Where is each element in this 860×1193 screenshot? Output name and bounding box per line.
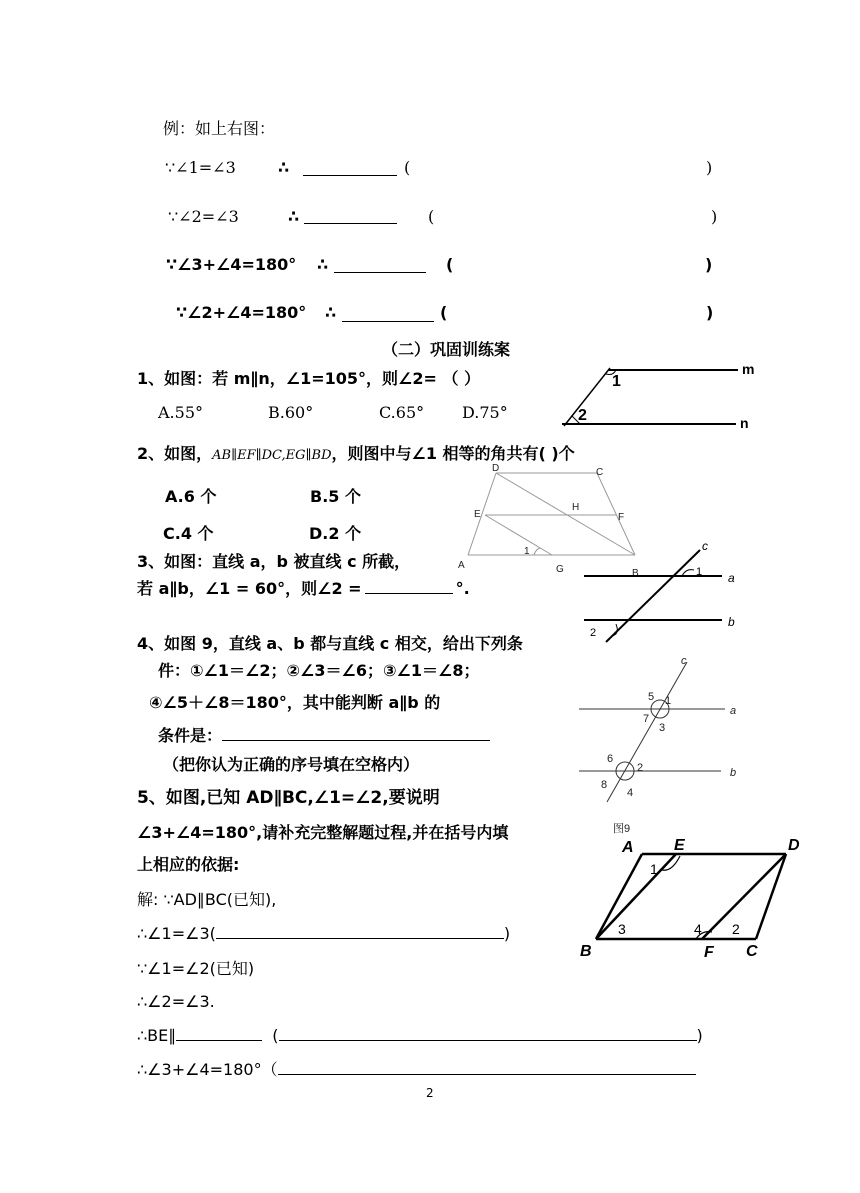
q4-line3: ④∠5＋∠8＝180°，其中能判断 a∥b 的: [149, 693, 441, 712]
example-row-2-blank[interactable]: [304, 207, 397, 224]
q1-angle-2: 2: [578, 407, 587, 424]
q2-stem-c: ，则图中与∠1 相等的角共有( )个: [331, 444, 575, 463]
q4-angle-6: 6: [607, 753, 614, 765]
q5-parallel-blank[interactable]: [176, 1024, 262, 1041]
q5-sol6-text: ∴∠3+∠4=180°（: [137, 1060, 278, 1079]
q1-angle-1: 1: [612, 373, 621, 390]
q3-line2: [137, 577, 470, 600]
q5-angle-2: 2: [732, 921, 740, 937]
q4-caption: 图9: [613, 823, 631, 835]
q3-answer-blank[interactable]: [365, 577, 453, 594]
page-number: 2: [426, 1086, 434, 1100]
q5-reason-3-blank[interactable]: [278, 1058, 696, 1075]
example-row-3-close: ): [705, 255, 713, 274]
q2-option-c[interactable]: C.4 个: [163, 524, 214, 543]
q4-line5: （把你认为正确的序号填在空格内）: [163, 755, 420, 774]
q5-label-a: A: [622, 839, 634, 856]
q3-line1: 3、如图：直线 a，b 被直线 c 所截，: [137, 552, 411, 571]
q5-line1: 5、如图,已知 AD∥BC,∠1=∠2,要说明: [137, 788, 440, 808]
q2-option-b[interactable]: B.5 个: [310, 487, 361, 506]
q5-sol5-open: (: [272, 1026, 279, 1045]
example-row-4-blank[interactable]: [342, 305, 434, 322]
q2-label-f: F: [618, 512, 625, 523]
q4-line2: 件：①∠1＝∠2；②∠3＝∠6；③∠1＝∠8；: [158, 661, 480, 680]
q4-line4-text: 条件是：: [158, 726, 223, 745]
q2-label-c: C: [596, 467, 604, 478]
q5-sol2-close: ): [503, 924, 511, 943]
q5-label-c: C: [746, 943, 758, 960]
q5-reason-2-blank[interactable]: [279, 1024, 697, 1041]
q3-label-a: a: [728, 571, 735, 585]
q5-label-d: D: [788, 837, 800, 854]
q5-sol2: [137, 922, 510, 945]
example-row-2-open: (: [428, 207, 435, 226]
q1-option-b[interactable]: B.60°: [268, 403, 314, 422]
q2-label-g: G: [556, 564, 564, 575]
q1-figure: [558, 358, 768, 430]
q5-sol4: ∴∠2=∠3.: [137, 992, 215, 1011]
example-row-3-cond: ∵∠3+∠4=180°: [166, 255, 297, 274]
example-row-4-therefore: ∴: [325, 303, 337, 322]
example-row-2-therefore: ∴: [288, 207, 300, 226]
q5-sol5-text: ∴BE∥: [137, 1026, 177, 1045]
example-row-1-cond: ∵∠1=∠3: [165, 158, 236, 177]
q2-option-d[interactable]: D.2 个: [309, 524, 362, 543]
q5-angle-1: 1: [650, 861, 658, 877]
example-row-4-close: ): [706, 303, 714, 322]
q5-angle-4: 4: [694, 921, 702, 937]
q5-label-f: F: [704, 944, 714, 961]
q1-option-a[interactable]: A.55°: [158, 403, 203, 422]
q5-angle-3: 3: [618, 921, 626, 937]
example-row-4-cond: ∵∠2+∠4=180°: [176, 303, 307, 322]
q5-figure: [578, 832, 806, 964]
example-row-3-open: (: [446, 255, 454, 274]
q3-label-b: b: [728, 615, 735, 629]
q4-label-a: a: [730, 705, 737, 717]
example-row-2-close: ): [711, 207, 718, 226]
q3-figure: [582, 538, 742, 646]
q5-label-b: B: [580, 943, 592, 960]
q1-option-c[interactable]: C.65°: [379, 403, 425, 422]
q4-angle-3: 3: [659, 722, 666, 734]
q5-sol5: [137, 1024, 703, 1047]
section-title: （二）巩固训练案: [382, 340, 511, 359]
q2-label-e: E: [474, 509, 481, 520]
q2-label-b: B: [632, 568, 639, 578]
q2-stem-a: 2、如图，: [137, 444, 213, 463]
q5-line3: 上相应的依据:: [137, 855, 240, 874]
q4-line4: [158, 724, 490, 747]
q1-label-n: n: [740, 415, 749, 430]
q4-line1: 4、如图 9，直线 a、b 都与直线 c 相交，给出下列条: [137, 634, 523, 653]
q4-angle-1: 1: [665, 695, 672, 707]
q2-label-d: D: [492, 463, 500, 474]
q3-line2-text: 若 a∥b，∠1 = 60°，则∠2 =: [137, 579, 362, 598]
q5-sol3: ∵∠1=∠2(已知): [137, 959, 255, 978]
q2-option-a[interactable]: A.6 个: [165, 487, 217, 506]
q4-label-b: b: [730, 767, 737, 779]
q5-sol5-close: ): [696, 1026, 703, 1045]
q2-label-a: A: [458, 560, 465, 571]
q5-sol1: 解: ∵AD∥BC(已知),: [137, 890, 277, 909]
q4-angle-5: 5: [648, 691, 655, 703]
example-row-3-blank[interactable]: [334, 256, 426, 273]
q4-angle-8: 8: [601, 779, 608, 791]
q4-answer-blank[interactable]: [222, 724, 490, 741]
q5-line2: ∠3+∠4=180°,请补充完整解题过程,并在括号内填: [137, 823, 509, 842]
q5-sol6: [137, 1058, 696, 1081]
example-row-1-blank[interactable]: [303, 159, 397, 176]
q1-option-d[interactable]: D.75°: [462, 403, 508, 422]
q3-angle-1: 1: [696, 566, 703, 578]
q2-label-1: 1: [524, 546, 530, 557]
example-row-4-open: (: [440, 303, 448, 322]
example-row-3-therefore: ∴: [317, 255, 329, 274]
q2-stem-math: AB∥EF∥DC,EG∥BD: [212, 448, 332, 463]
q4-angle-2: 2: [637, 762, 644, 774]
q4-angle-4: 4: [627, 787, 634, 799]
q4-angle-7: 7: [643, 713, 650, 725]
example-row-2-cond: ∵∠2=∠3: [168, 207, 239, 226]
example-title: 例：如上右图：: [163, 119, 276, 138]
q1-label-m: m: [742, 361, 755, 377]
q5-sol2-text: ∴∠1=∠3(: [137, 924, 216, 943]
example-row-1-therefore: ∴: [278, 158, 290, 177]
q3-angle-2: 2: [590, 627, 597, 639]
q4-figure: [575, 650, 745, 836]
q3-label-c: c: [702, 539, 708, 553]
q5-reason-1-blank[interactable]: [216, 922, 504, 939]
q2-label-h: H: [572, 502, 580, 513]
q4-label-c: c: [681, 655, 687, 667]
q3-line2-unit: °.: [455, 579, 470, 598]
example-row-1-open: (: [404, 158, 411, 177]
q1-stem: 1、如图：若 m∥n，∠1=105°，则∠2= （ ）: [137, 369, 481, 388]
example-row-1-close: ): [706, 158, 713, 177]
q5-label-e: E: [674, 837, 685, 854]
